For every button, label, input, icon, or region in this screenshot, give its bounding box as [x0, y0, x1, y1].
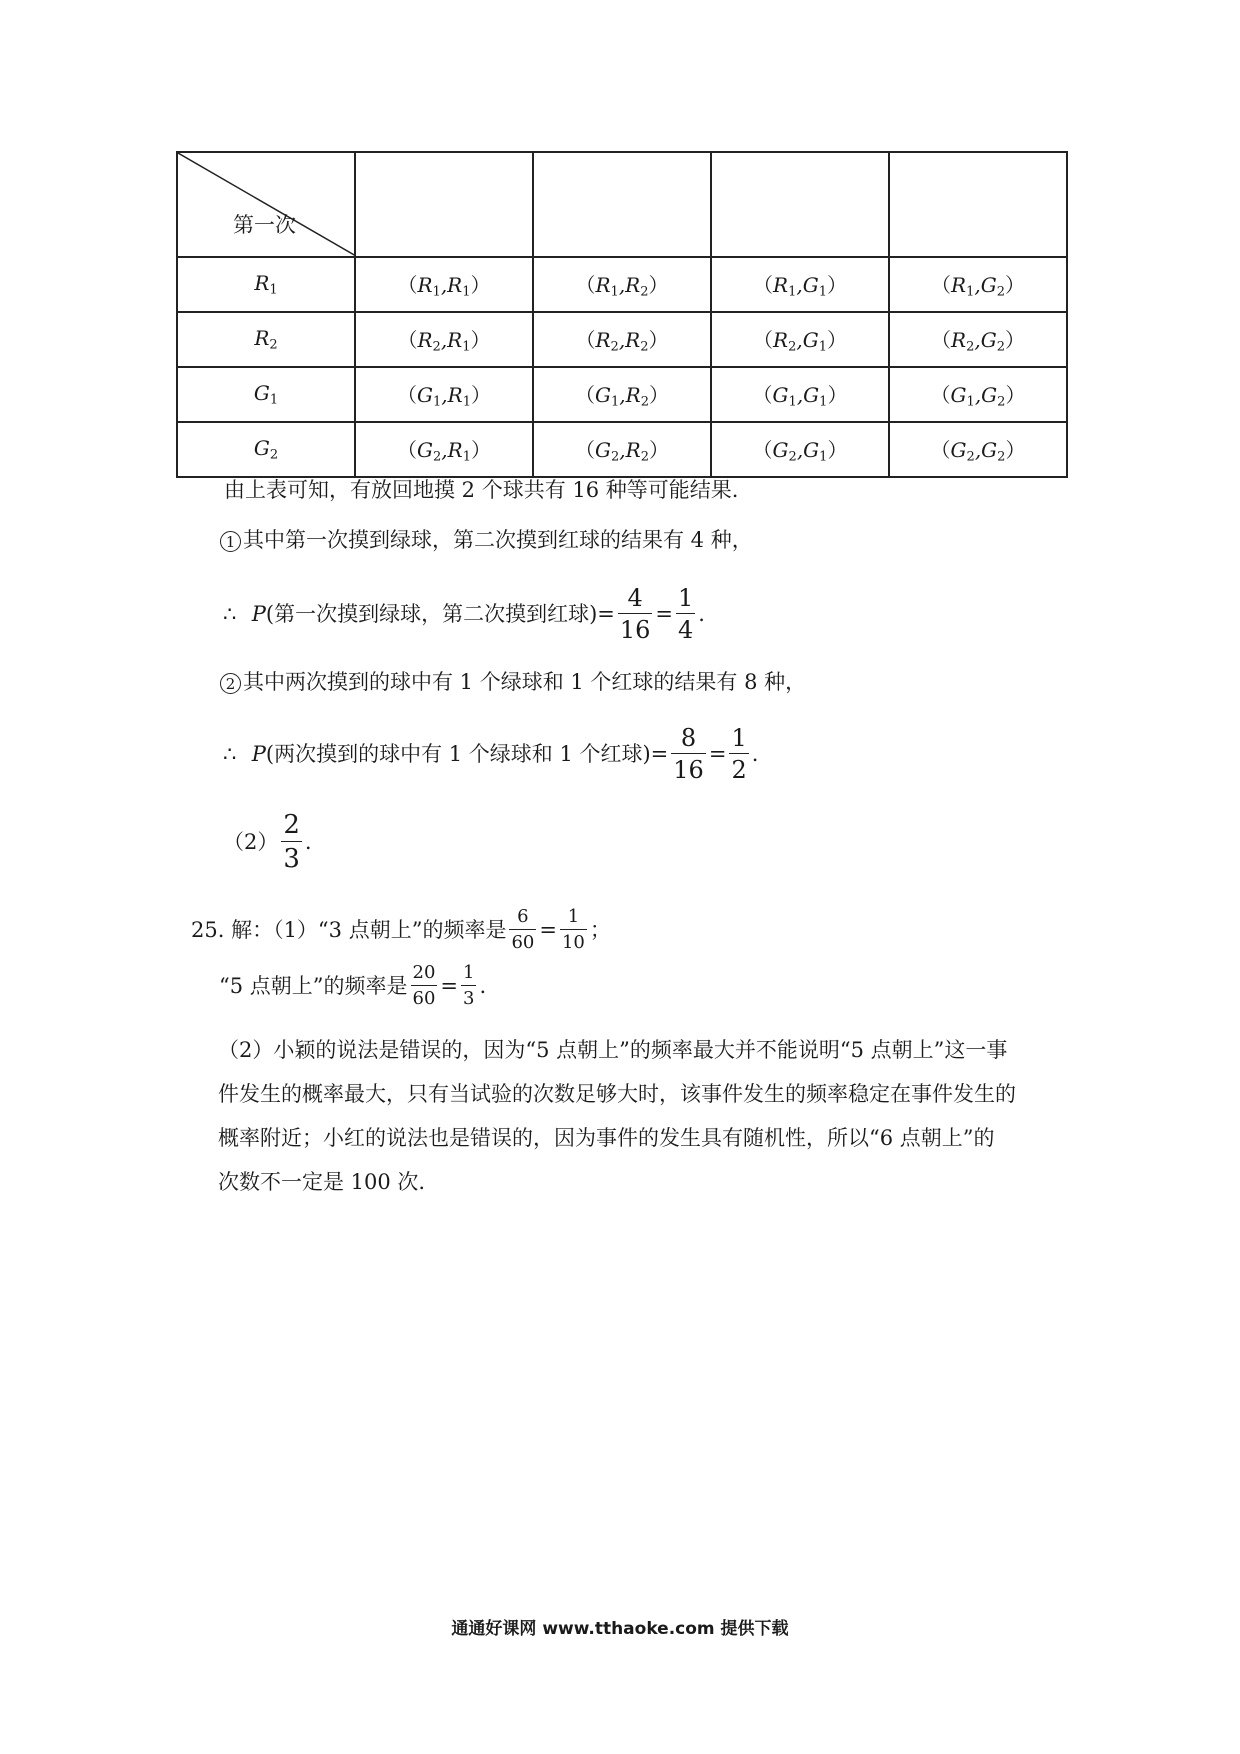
outcome-cell: $(G_1,R_2)$ — [533, 367, 711, 422]
circled-number-2: 2 — [220, 673, 241, 694]
row-header-cell: $G_2$ — [177, 422, 355, 477]
outcome-cell: $(G_1,G_2)$ — [889, 367, 1067, 422]
therefore-symbol: ∴ — [223, 601, 237, 626]
fraction: $\frac{4}{16}$ — [619, 584, 651, 644]
footer-watermark: 通通好课网 www.tthaoke.com 提供下载 — [451, 1619, 789, 1639]
probability-line-2: ∴ P(两次摸到的球中有 1 个绿球和 1 个红球)= $\frac{8}{16}$ = $\frac{1}{2}$ . — [223, 724, 759, 784]
header-cell — [355, 152, 533, 257]
point-one-text: 其中第一次摸到绿球，第二次摸到红球的结果有 4 种， — [243, 528, 753, 552]
point-one-line — [220, 530, 753, 552]
outcome-cell: $(R_2,R_2)$ — [533, 312, 711, 367]
row-header-cell: $R_2$ — [177, 312, 355, 367]
outcome-cell: $(R_2,R_1)$ — [355, 312, 533, 367]
outcome-cell: $(R_1,G_2)$ — [889, 257, 1067, 312]
table-row — [177, 257, 1067, 312]
question-25-line-1: 25. 解：（1）“3 点朝上”的频率是 $\frac{6}{60}$ = $\frac{1}{10}$ ； — [191, 906, 611, 953]
event-text: (两次摸到的球中有 1 个绿球和 1 个红球)= — [265, 741, 669, 766]
fraction: $\frac{1}{10}$ — [561, 906, 585, 953]
prob-symbol: P — [251, 741, 266, 766]
explanation-line-2: 件发生的概率最大，只有当试验的次数足够大时，该事件发生的频率稳定在事件发生的 — [218, 1082, 1016, 1106]
circled-number-1: 1 — [220, 531, 241, 552]
header-cell — [533, 152, 711, 257]
row-header-cell: $R_1$ — [177, 257, 355, 312]
part-label: （2） — [223, 829, 279, 854]
point-two-line — [220, 672, 806, 694]
fraction: $\frac{8}{16}$ — [673, 724, 704, 784]
outcome-cell: $(R_2,G_1)$ — [711, 312, 889, 367]
header-cell — [711, 152, 889, 257]
explanation-line-4: 次数不一定是 100 次. — [218, 1170, 426, 1194]
fraction: $\frac{1}{2}$ — [731, 724, 747, 784]
outcome-cell: $(G_1,G_1)$ — [711, 367, 889, 422]
header-cell — [889, 152, 1067, 257]
fraction: $\frac{2}{3}$ — [283, 810, 300, 874]
table-header-row — [177, 152, 1067, 257]
outcome-cell: $(G_1,R_1)$ — [355, 367, 533, 422]
outcome-cell: $(G_2,G_2)$ — [889, 422, 1067, 477]
prob-symbol: P — [251, 601, 266, 626]
outcome-cell: $(G_2,R_2)$ — [533, 422, 711, 477]
table-row — [177, 422, 1067, 477]
fraction: $\frac{1}{3}$ — [463, 962, 475, 1009]
part-two-answer: （2） $\frac{2}{3}$ . — [223, 810, 312, 874]
explanation-line-3: 概率附近；小红的说法也是错误的，因为事件的发生具有随机性，所以“6 点朝上”的 — [218, 1126, 995, 1150]
event-text: (第一次摸到绿球，第二次摸到红球)= — [265, 601, 615, 626]
fraction: $\frac{20}{60}$ — [412, 962, 436, 1009]
outcome-cell: $(G_2,G_1)$ — [711, 422, 889, 477]
probability-line-1: ∴ P(第一次摸到绿球，第二次摸到红球)= $\frac{4}{16}$ = $\frac{1}{4}$ . — [223, 584, 705, 644]
outcome-cell: $(R_2,G_2)$ — [889, 312, 1067, 367]
row-header-cell: $G_1$ — [177, 367, 355, 422]
outcome-cell: $(G_2,R_1)$ — [355, 422, 533, 477]
q25-prefix: 25. 解：（1）“3 点朝上”的频率是 — [191, 917, 507, 942]
summary-line: 由上表可知，有放回地摸 2 个球共有 16 种等可能结果. — [224, 478, 739, 502]
fraction: $\frac{6}{60}$ — [511, 906, 535, 953]
table-row — [177, 312, 1067, 367]
table-corner-cell — [177, 152, 355, 257]
table-row — [177, 367, 1067, 422]
explanation-line-1: （2）小颖的说法是错误的，因为“5 点朝上”的频率最大并不能说明“5 点朝上”这一事 — [218, 1038, 1008, 1062]
point-two-text: 其中两次摸到的球中有 1 个绿球和 1 个红球的结果有 8 种， — [243, 670, 807, 694]
corner-label: 第一次 — [233, 213, 296, 237]
outcome-cell: $(R_1,R_2)$ — [533, 257, 711, 312]
five-frequency-text: “5 点朝上”的频率是 — [219, 973, 408, 998]
outcome-cell: $(R_1,R_1)$ — [355, 257, 533, 312]
question-25-line-2: “5 点朝上”的频率是 $\frac{20}{60}$ = $\frac{1}{3}$ . — [219, 962, 487, 1009]
outcome-cell: $(R_1,G_1)$ — [711, 257, 889, 312]
outcome-table — [176, 151, 1068, 478]
fraction: $\frac{1}{4}$ — [678, 584, 694, 644]
diagonal-line — [178, 153, 356, 256]
therefore-symbol: ∴ — [223, 741, 237, 766]
